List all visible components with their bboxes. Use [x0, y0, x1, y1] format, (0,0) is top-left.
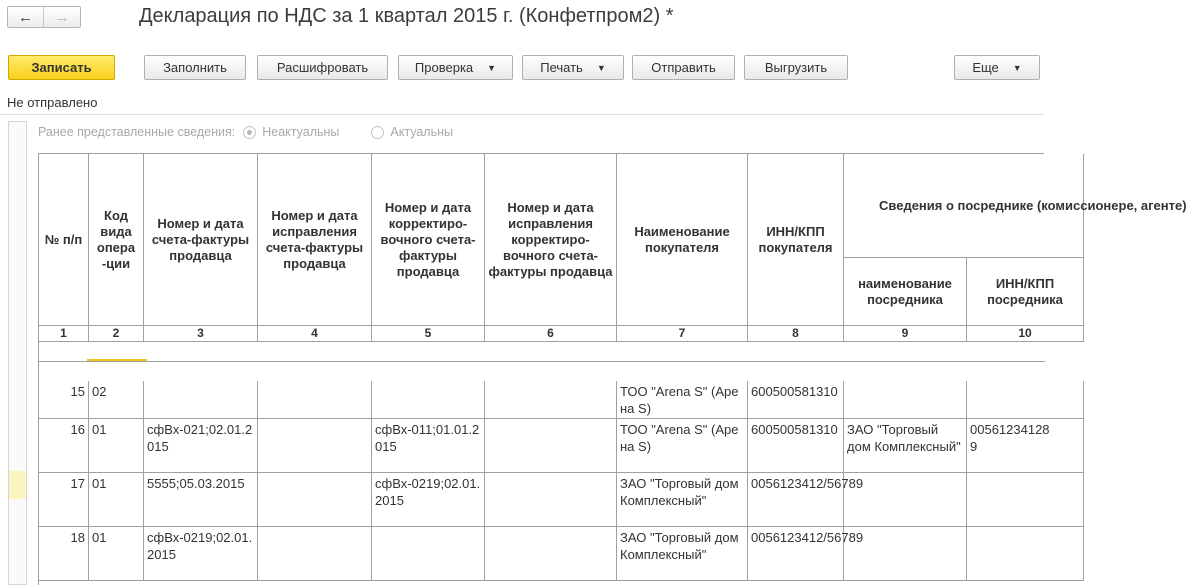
fill-button[interactable]: Заполнить	[144, 55, 246, 80]
table-row-16-number[interactable]: 16	[39, 419, 89, 473]
table-row-16-corr[interactable]: сфВх-011;01.01.2015	[372, 419, 485, 473]
col-number: 8	[748, 326, 844, 342]
table-row-15-corrfix[interactable]	[485, 381, 617, 419]
table-row-17-invoice[interactable]: 5555;05.03.2015	[144, 473, 258, 527]
col-number: 7	[617, 326, 748, 342]
table-row-15-inn[interactable]: 600500581310	[748, 381, 844, 419]
col-number: 9	[844, 326, 967, 342]
table-row-18-corrfix[interactable]	[485, 527, 617, 581]
table-row-18-buyer[interactable]: ЗАО "Торговый дом Комплексный"	[617, 527, 748, 581]
col-number: 6	[485, 326, 617, 342]
back-arrow-icon[interactable]: ←	[8, 7, 44, 27]
table-row-18-inn[interactable]: 0056123412/56789	[748, 527, 844, 581]
table-row-17-number[interactable]: 17	[39, 473, 89, 527]
prev-info-selector	[38, 125, 453, 139]
header-agent-name: наименование посредника	[844, 258, 967, 326]
check-button[interactable]	[398, 55, 513, 80]
more-button-label: Еще	[972, 60, 999, 75]
table-row-15-code[interactable]: 02	[89, 381, 144, 419]
header-corr-invoice-fix: Номер и дата исправления корректиро- вочного счета-фактуры продавца	[485, 154, 617, 326]
table-row-15-invoice-fix[interactable]	[258, 381, 372, 419]
radio-actual-label: Актуальны	[390, 125, 453, 139]
row-gutter	[8, 121, 27, 585]
col-number: 2	[89, 326, 144, 342]
table-row-17-code[interactable]: 01	[89, 473, 144, 527]
save-button[interactable]: Записать	[8, 55, 115, 80]
col-number: 4	[258, 326, 372, 342]
radio-not-actual[interactable]	[243, 125, 339, 139]
table-row-16-corrfix[interactable]	[485, 419, 617, 473]
col-number: 3	[144, 326, 258, 342]
send-button[interactable]: Отправить	[632, 55, 735, 80]
print-button-label: Печать	[540, 60, 583, 75]
chevron-down-icon: ▼	[487, 62, 497, 73]
table-row-15-buyer[interactable]: ТОО "Arena S" (Арена S)	[617, 381, 748, 419]
table-row-15-agent[interactable]	[844, 381, 967, 419]
export-button[interactable]: Выгрузить	[744, 55, 848, 80]
header-op-code: Код вида опера -ции	[89, 154, 144, 326]
table-row-18-corr[interactable]	[372, 527, 485, 581]
table-row-15-number[interactable]: 15	[39, 381, 89, 419]
header-corr-invoice: Номер и дата корректиро- вочного счета-фактуры продавца	[372, 154, 485, 326]
table-row-17-agent[interactable]	[844, 473, 967, 527]
divider	[0, 114, 1044, 115]
table-row-15-corr[interactable]	[372, 381, 485, 419]
table-row-17-corrfix[interactable]	[485, 473, 617, 527]
header-agent-group: Сведения о посреднике (комиссионере, агенте)	[844, 154, 1084, 258]
table-row-15-invoice[interactable]	[144, 381, 258, 419]
table-row-16-invoice[interactable]: сфВх-021;02.01.2015	[144, 419, 258, 473]
header-invoice: Номер и дата счета-фактуры продавца	[144, 154, 258, 326]
header-agent-inn: ИНН/КПП посредника	[967, 258, 1084, 326]
radio-checked-icon	[243, 126, 256, 139]
chevron-down-icon: ▼	[1012, 62, 1022, 73]
col-number: 1	[39, 326, 89, 342]
table-row-17-inn[interactable]: 0056123412/56789	[748, 473, 844, 527]
current-row-marker	[9, 471, 26, 499]
header-invoice-fix: Номер и дата исправления счета-фактуры продавца	[258, 154, 372, 326]
chevron-down-icon: ▼	[596, 62, 606, 73]
table-row-18-number[interactable]: 18	[39, 527, 89, 581]
table-row-18-agent[interactable]	[844, 527, 967, 581]
table-row-17-agent-inn[interactable]	[967, 473, 1084, 527]
header-number: № п/п	[39, 154, 89, 326]
page-title: Декларация по НДС за 1 квартал 2015 г. (Конфетпром2) *	[139, 5, 674, 27]
table-row-17-buyer[interactable]: ЗАО "Торговый дом Комплексный"	[617, 473, 748, 527]
table-row-18-agent-inn[interactable]	[967, 527, 1084, 581]
row-divider	[39, 361, 1045, 362]
table-row-16-code[interactable]: 01	[89, 419, 144, 473]
prev-info-label: Ранее представленные сведения:	[38, 125, 236, 139]
print-button[interactable]	[522, 55, 624, 80]
send-status: Не отправлено	[7, 95, 98, 110]
header-buyer-inn: ИНН/КПП покупателя	[748, 154, 844, 326]
table-row-16-inn[interactable]: 600500581310	[748, 419, 844, 473]
radio-actual[interactable]	[371, 125, 453, 139]
col-number: 5	[372, 326, 485, 342]
navigation-buttons	[7, 6, 81, 28]
table-row-16-invoice-fix[interactable]	[258, 419, 372, 473]
forward-arrow-icon[interactable]: →	[54, 8, 70, 26]
radio-unchecked-icon	[371, 126, 384, 139]
table-row-17-invoice-fix[interactable]	[258, 473, 372, 527]
decode-button[interactable]: Расшифровать	[257, 55, 388, 80]
table-row-18-invoice-fix[interactable]	[258, 527, 372, 581]
table-row-15-agent-inn[interactable]	[967, 381, 1084, 419]
table-row-16-agent-inn[interactable]: 005612341289	[967, 419, 1084, 473]
focus-marker	[87, 359, 147, 361]
col-number: 10	[967, 326, 1084, 342]
table-row-16-buyer[interactable]: ТОО "Arena S" (Арена S)	[617, 419, 748, 473]
radio-not-actual-label: Неактуальны	[262, 125, 340, 139]
table-row-18-code[interactable]: 01	[89, 527, 144, 581]
check-button-label: Проверка	[414, 60, 474, 75]
table-row-16-agent[interactable]: ЗАО "Торговый дом Комплексный"	[844, 419, 967, 473]
table-row-17-corr[interactable]: сфВх-0219;02.01.2015	[372, 473, 485, 527]
header-buyer: Наименование покупателя	[617, 154, 748, 326]
more-button[interactable]	[954, 55, 1040, 80]
table-row-18-invoice[interactable]: сфВх-0219;02.01.2015	[144, 527, 258, 581]
sales-book-table	[38, 153, 1187, 585]
